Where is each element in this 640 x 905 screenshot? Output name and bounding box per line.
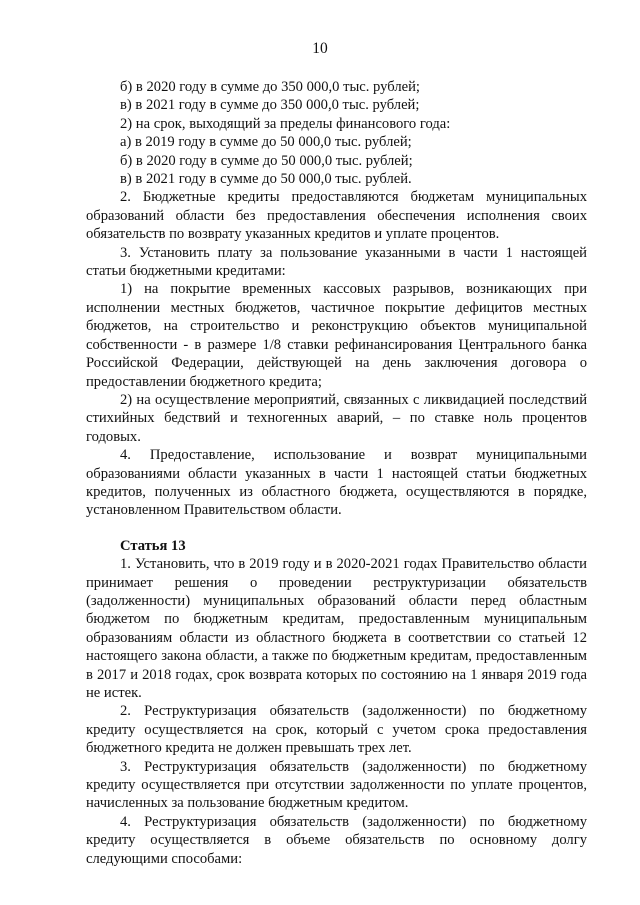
document-body bbox=[86, 78, 587, 868]
list-item: а) в 2019 году в сумме до 50 000,0 тыс. рублей; bbox=[120, 134, 412, 151]
article-paragraph: 4. Реструктуризация обязательств (задолженности) по бюджетному кредиту осуществляется в объеме обязательств по основному долгу следующими способами: bbox=[86, 813, 587, 867]
list-item: б) в 2020 году в сумме до 50 000,0 тыс. рублей; bbox=[120, 152, 413, 169]
article-paragraph: 3. Реструктуризация обязательств (задолженности) по бюджетному кредиту осуществляется при отсутствии задолженности по уплате процентов, начисленных за пользование бюджетным кредитом. bbox=[86, 758, 587, 812]
list-item: 2) на срок, выходящий за пределы финансового года: bbox=[120, 115, 451, 132]
article-paragraph: 2. Реструктуризация обязательств (задолженности) по бюджетному кредиту осуществляется на срок, который с учетом срока предоставления бюджетного кредита не должен превышать трех лет. bbox=[86, 703, 587, 757]
list-item: в) в 2021 году в сумме до 350 000,0 тыс. рублей; bbox=[120, 97, 420, 114]
paragraph: 2) на осуществление мероприятий, связанных с ликвидацией последствий стихийных бедствий и техногенных аварий, – по ставке ноль процентов годовых. bbox=[86, 391, 587, 445]
article-heading: Статья 13 bbox=[120, 537, 186, 554]
page-number: 10 bbox=[312, 40, 328, 57]
paragraph: 4. Предоставление, использование и возврат муниципальными образованиями области указанных в части 1 настоящей статьи бюджетных кредитов, полученных из областного бюджета, осуществляются в порядке, установленном Правительством области. bbox=[86, 447, 587, 519]
list-item: в) в 2021 году в сумме до 50 000,0 тыс. рублей. bbox=[120, 171, 412, 188]
list-item: б) в 2020 году в сумме до 350 000,0 тыс. рублей; bbox=[120, 79, 420, 95]
paragraph: 3. Установить плату за пользование указанными в части 1 настоящей статьи бюджетными кредитами: bbox=[86, 244, 587, 280]
article-paragraph: 1. Установить, что в 2019 году и в 2020-2021 годах Правительство области принимает решения о проведении реструктуризации обязательств (задолженности) муниципальных образований области перед областным бюджетом по бюджетным кредитам, предоставленным муниципальным образованиям области из областного бюджета в соответствии со статьей 12 настоящего закона области, а также по бюджетным кредитам, предоставленным в 2017 и 2018 годах, срок возврата которых по состоянию на 1 января 2019 года не истек. bbox=[86, 556, 587, 701]
paragraph: 1) на покрытие временных кассовых разрывов, возникающих при исполнении местных бюджетов, частичное покрытие дефицитов местных бюджетов, на строительство и реконструкцию объектов муниципальной собственности - в размере 1/8 ставки рефинансирования Центрального банка Российской Федерации, действующей на день заключения договора о предоставлении бюджетного кредита; bbox=[86, 281, 587, 390]
paragraph: 2. Бюджетные кредиты предоставляются бюджетам муниципальных образований области без предоставления обеспечения исполнения своих обязательств по возврату указанных кредитов и уплате процентов. bbox=[86, 189, 587, 243]
